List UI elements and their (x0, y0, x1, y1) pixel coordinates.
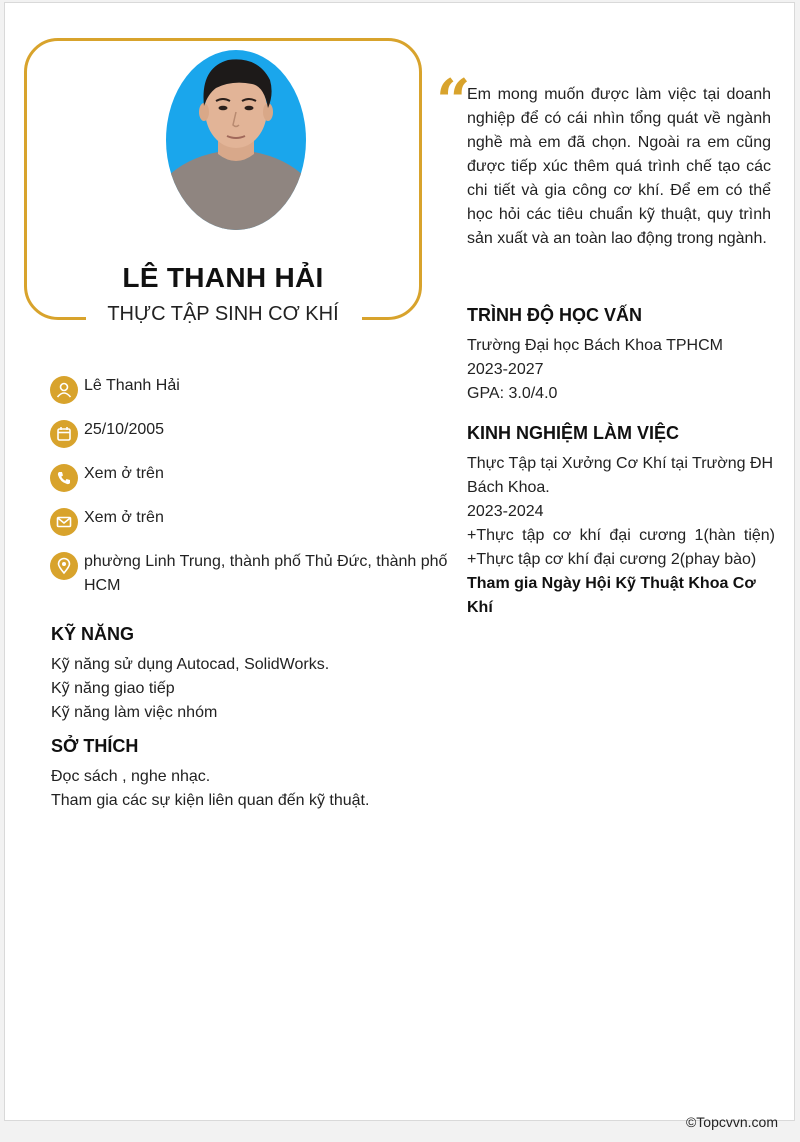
footer-copyright: ©Topcvvn.com (685, 1114, 778, 1130)
education-title: TRÌNH ĐỘ HỌC VẤN (467, 305, 642, 325)
experience-item: +Thực tập cơ khí đại cương 1(hàn tiện) (467, 527, 775, 544)
contact-name: Lê Thanh Hải (84, 377, 180, 394)
skills-title: KỸ NĂNG (51, 624, 135, 644)
hobbies-section (51, 736, 441, 813)
user-icon (50, 376, 78, 404)
contact-item-name (50, 374, 450, 404)
hobby-item: Tham gia các sự kiện liên quan đến kỹ thuật. (51, 792, 370, 809)
contact-email: Xem ở trên (84, 509, 164, 526)
skills-section (51, 624, 441, 725)
quote-icon: “ (436, 67, 471, 137)
contact-item-email (50, 506, 450, 536)
contact-birthday: 25/10/2005 (84, 421, 165, 438)
contact-item-address (50, 550, 450, 598)
experience-activity: Tham gia Ngày Hội Kỹ Thuật Khoa Cơ Khí (467, 575, 756, 616)
phone-icon (50, 464, 78, 492)
avatar-photo (166, 50, 306, 230)
education-school: Trường Đại học Bách Khoa TPHCM (467, 337, 723, 354)
contact-item-phone (50, 462, 450, 492)
experience-item: +Thực tập cơ khí đại cương 2(phay bào) (467, 551, 757, 568)
contact-address: phường Linh Trung, thành phố Thủ Đức, thành phố HCM (84, 553, 448, 594)
avatar (166, 50, 306, 230)
skill-item: Kỹ năng giao tiếp (51, 680, 175, 697)
career-objective: Em mong muốn được làm việc tại doanh nghiệp để có cái nhìn tổng quát về ngành nghề mà em đã chọn. Ngoài ra em cũng được tiếp xúc thêm quá trình chế tạo các chi tiết và gia công cơ khí. Để em có thể học hỏi các tiêu chuẩn kỹ thuật, quy trình sản xuất và an toàn lao động trong ngành. (467, 86, 771, 247)
experience-period: 2023-2024 (467, 503, 544, 520)
education-period: 2023-2027 (467, 361, 544, 378)
hobbies-title: SỞ THÍCH (51, 736, 139, 756)
skill-item: Kỹ năng sử dụng Autocad, SolidWorks. (51, 656, 330, 673)
experience-section (467, 423, 775, 620)
contact-list (50, 374, 450, 612)
experience-place: Thực Tập tại Xưởng Cơ Khí tại Trường ĐH Bách Khoa. (467, 455, 774, 496)
education-gpa: GPA: 3.0/4.0 (467, 385, 558, 402)
email-icon (50, 508, 78, 536)
candidate-name: LÊ THANH HẢI (122, 262, 324, 293)
contact-item-birthday (50, 418, 450, 448)
skill-item: Kỹ năng làm việc nhóm (51, 704, 218, 721)
location-icon (50, 552, 78, 580)
education-section (467, 305, 775, 406)
contact-phone: Xem ở trên (84, 465, 164, 482)
candidate-position: THỰC TẬP SINH CƠ KHÍ (107, 303, 339, 325)
hobby-item: Đọc sách , nghe nhạc. (51, 768, 211, 785)
experience-title: KINH NGHIỆM LÀM VIỆC (467, 423, 680, 443)
calendar-icon (50, 420, 78, 448)
